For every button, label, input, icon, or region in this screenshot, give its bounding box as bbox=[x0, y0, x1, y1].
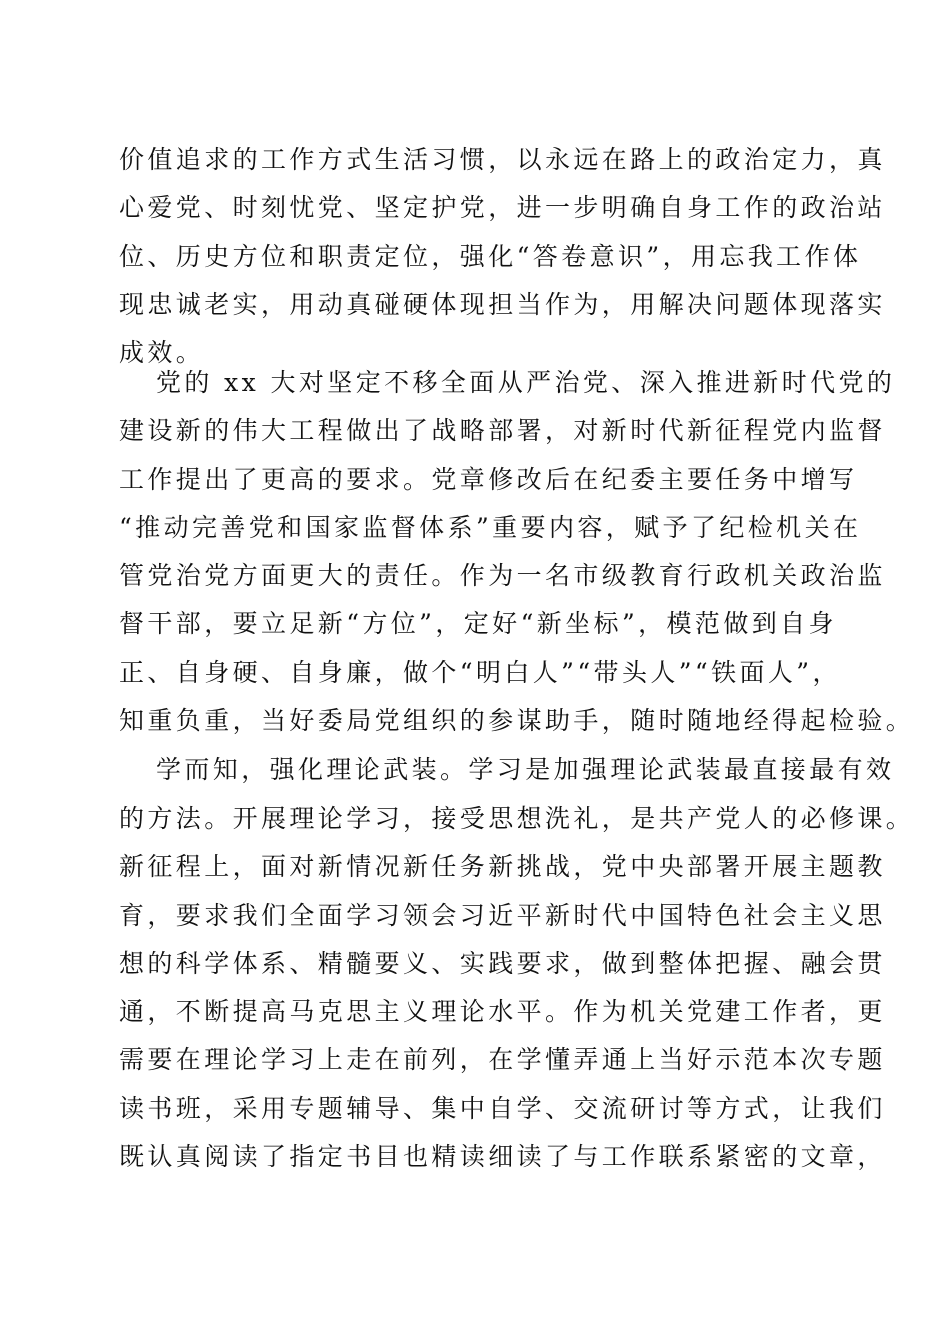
text-line: 既认真阅读了指定书目也精读细读了与工作联系紧密的文章， bbox=[119, 1142, 886, 1171]
text-line: 通，不断提高马克思主义理论水平。作为机关党建工作者，更 bbox=[119, 997, 886, 1026]
text-line: 育，要求我们全面学习领会习近平新时代中国特色社会主义思 bbox=[119, 901, 886, 930]
text-line: 的方法。开展理论学习，接受思想洗礼，是共产党人的必修课。 bbox=[119, 804, 915, 833]
text-line: 读书班，采用专题辅导、集中自学、交流研讨等方式，让我们 bbox=[119, 1094, 886, 1123]
text-line: 成效。 bbox=[119, 338, 205, 367]
text-line: 现忠诚老实，用动真碰硬体现担当作为，用解决问题体现落实 bbox=[119, 290, 886, 319]
text-line: 督干部，要立足新“方位”，定好“新坐标”，模范做到自身 bbox=[119, 609, 837, 638]
text-line: 管党治党方面更大的责任。作为一名市级教育行政机关政治监 bbox=[119, 561, 886, 590]
text-line: 位、历史方位和职责定位，强化“答卷意识”，用忘我工作体 bbox=[119, 242, 862, 271]
paragraph-first-line: 学而知，强化理论武装。学习是加强理论武装最直接最有效 bbox=[156, 755, 895, 784]
text-line: 需要在理论学习上走在前列，在学懂弄通上当好示范本次专题 bbox=[119, 1045, 886, 1074]
text-line: 新征程上，面对新情况新任务新挑战，党中央部署开展主题教 bbox=[119, 852, 886, 881]
paragraph-first-line: 党的 xx 大对坚定不移全面从严治党、深入推进新时代党的 bbox=[156, 368, 896, 397]
text-line: 工作提出了更高的要求。党章修改后在纪委主要任务中增写 bbox=[119, 465, 858, 494]
text-line: 知重负重，当好委局党组织的参谋助手，随时随地经得起检验。 bbox=[119, 706, 915, 735]
text-line: 正、自身硬、自身廉，做个“明白人”“带头人”“铁面人”， bbox=[119, 658, 841, 687]
text-line: 建设新的伟大工程做出了战略部署，对新时代新征程党内监督 bbox=[119, 416, 886, 445]
text-line: 心爱党、时刻忧党、坚定护党，进一步明确自身工作的政治站 bbox=[119, 193, 886, 222]
text-line: 想的科学体系、精髓要义、实践要求，做到整体把握、融会贯 bbox=[119, 949, 886, 978]
text-line: 价值追求的工作方式生活习惯，以永远在路上的政治定力，真 bbox=[119, 145, 886, 174]
text-line: “推动完善党和国家监督体系”重要内容，赋予了纪检机关在 bbox=[119, 513, 862, 542]
